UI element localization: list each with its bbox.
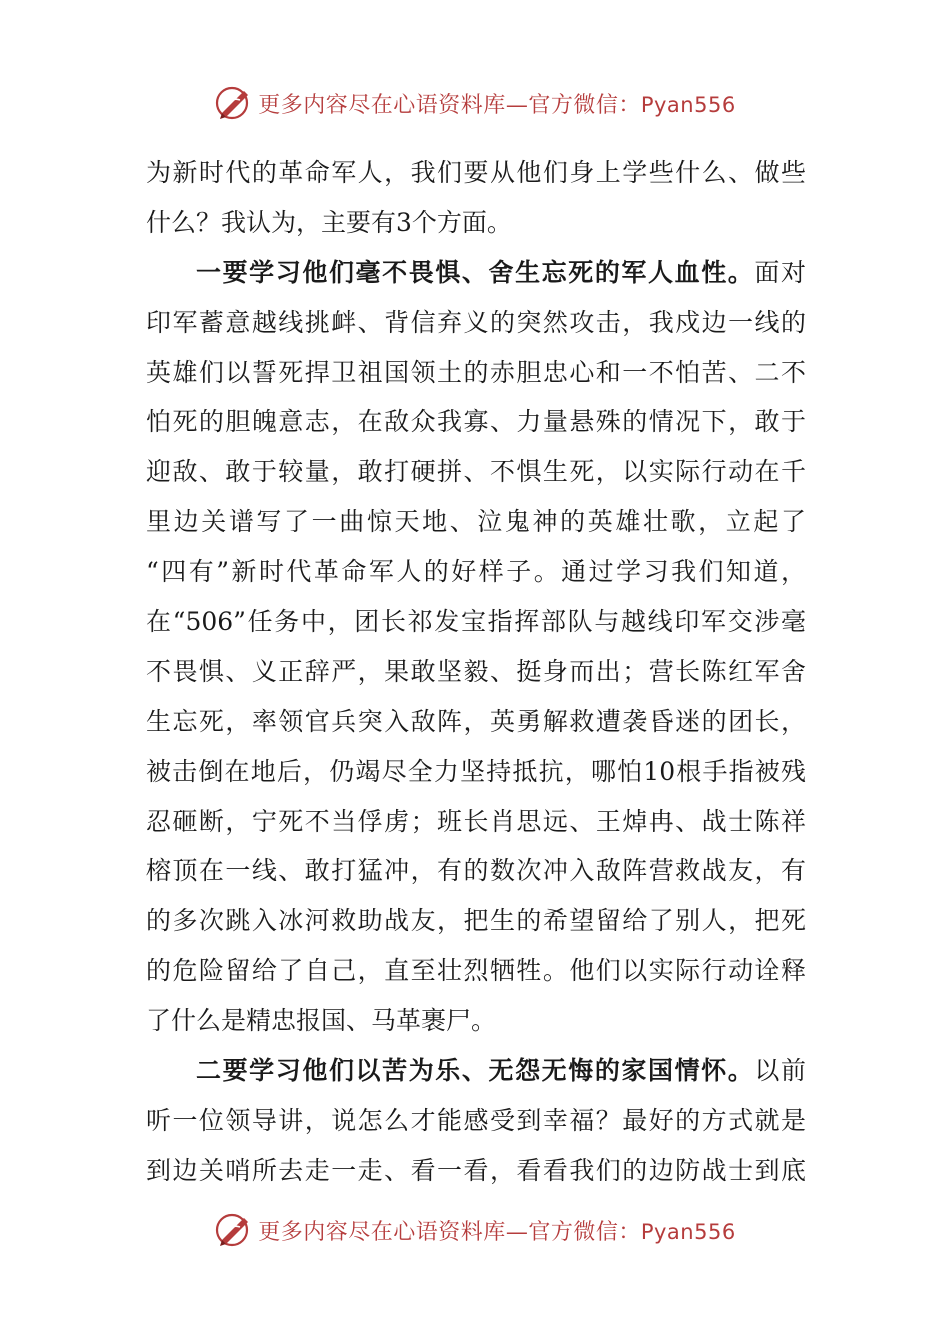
text-line: 忍砸断，宁死不当俘虏；班长肖思远、王焯冉、战士陈祥 [146, 806, 806, 836]
section-heading-2: 二要学习他们以苦为乐、无怨无悔的家国情怀。 [196, 1056, 755, 1086]
text-line: 的多次跳入冰河救助战友，把生的希望留给了别人，把死 [146, 906, 806, 936]
text-line: 不畏惧、义正辞严，果敢坚毅、挺身而出；营长陈红军舍 [146, 656, 806, 686]
text-line: 里边关谱写了一曲惊天地、泣鬼神的英雄壮歌，立起了 [146, 507, 806, 537]
pen-logo-icon [214, 1210, 254, 1250]
text-fragment: 面对 [754, 257, 806, 287]
text-line: “四有”新时代革命军人的好样子。通过学习我们知道， [146, 557, 806, 587]
text-line: 被击倒在地后，仍竭尽全力坚持抵抗，哪怕10根手指被残 [146, 756, 806, 786]
watermark-text: 更多内容尽在心语资料库—官方微信：Pyan556 [258, 92, 736, 118]
paragraph-heading-line [146, 1046, 806, 1096]
text-line: 听一位领导讲，说怎么才能感受到幸福？最好的方式就是 [146, 1105, 806, 1135]
paragraph-heading-line [146, 248, 806, 298]
text-fragment: 以前 [754, 1056, 806, 1086]
text-line: 到边关哨所去走一走、看一看，看看我们的边防战士到底 [146, 1155, 806, 1185]
text-line: 怕死的胆魄意志，在敌众我寡、力量悬殊的情况下，敢于 [146, 407, 806, 437]
text-line: 榕顶在一线、敢打猛冲，有的数次冲入敌阵营救战友，有 [146, 856, 806, 886]
pen-logo-icon [214, 83, 254, 123]
header-watermark [0, 78, 950, 128]
text-line: 什么？我认为，主要有3个方面。 [146, 207, 512, 237]
watermark-text: 更多内容尽在心语资料库—官方微信：Pyan556 [258, 1219, 736, 1245]
text-line: 为新时代的革命军人，我们要从他们身上学些什么、做些 [146, 158, 806, 187]
article-body [146, 148, 806, 1196]
section-heading-1: 一要学习他们毫不畏惧、舍生忘死的军人血性。 [196, 257, 755, 287]
text-line: 英雄们以誓死捍卫祖国领土的赤胆忠心和一不怕苦、二不 [146, 357, 806, 387]
text-line: 印军蓄意越线挑衅、背信弃义的突然攻击，我戍边一线的 [146, 307, 806, 337]
text-line: 生忘死，率领官兵突入敌阵，英勇解救遭袭昏迷的团长， [146, 706, 806, 736]
text-line: 在“506”任务中，团长祁发宝指挥部队与越线印军交涉毫 [146, 607, 806, 637]
text-line: 了什么是精忠报国、马革裹尸。 [146, 1006, 497, 1036]
footer-watermark [0, 1205, 950, 1255]
text-line: 的危险留给了自己，直至壮烈牺牲。他们以实际行动诠释 [146, 956, 806, 986]
text-line: 迎敌、敢于较量，敢打硬拼、不惧生死，以实际行动在千 [146, 457, 806, 487]
